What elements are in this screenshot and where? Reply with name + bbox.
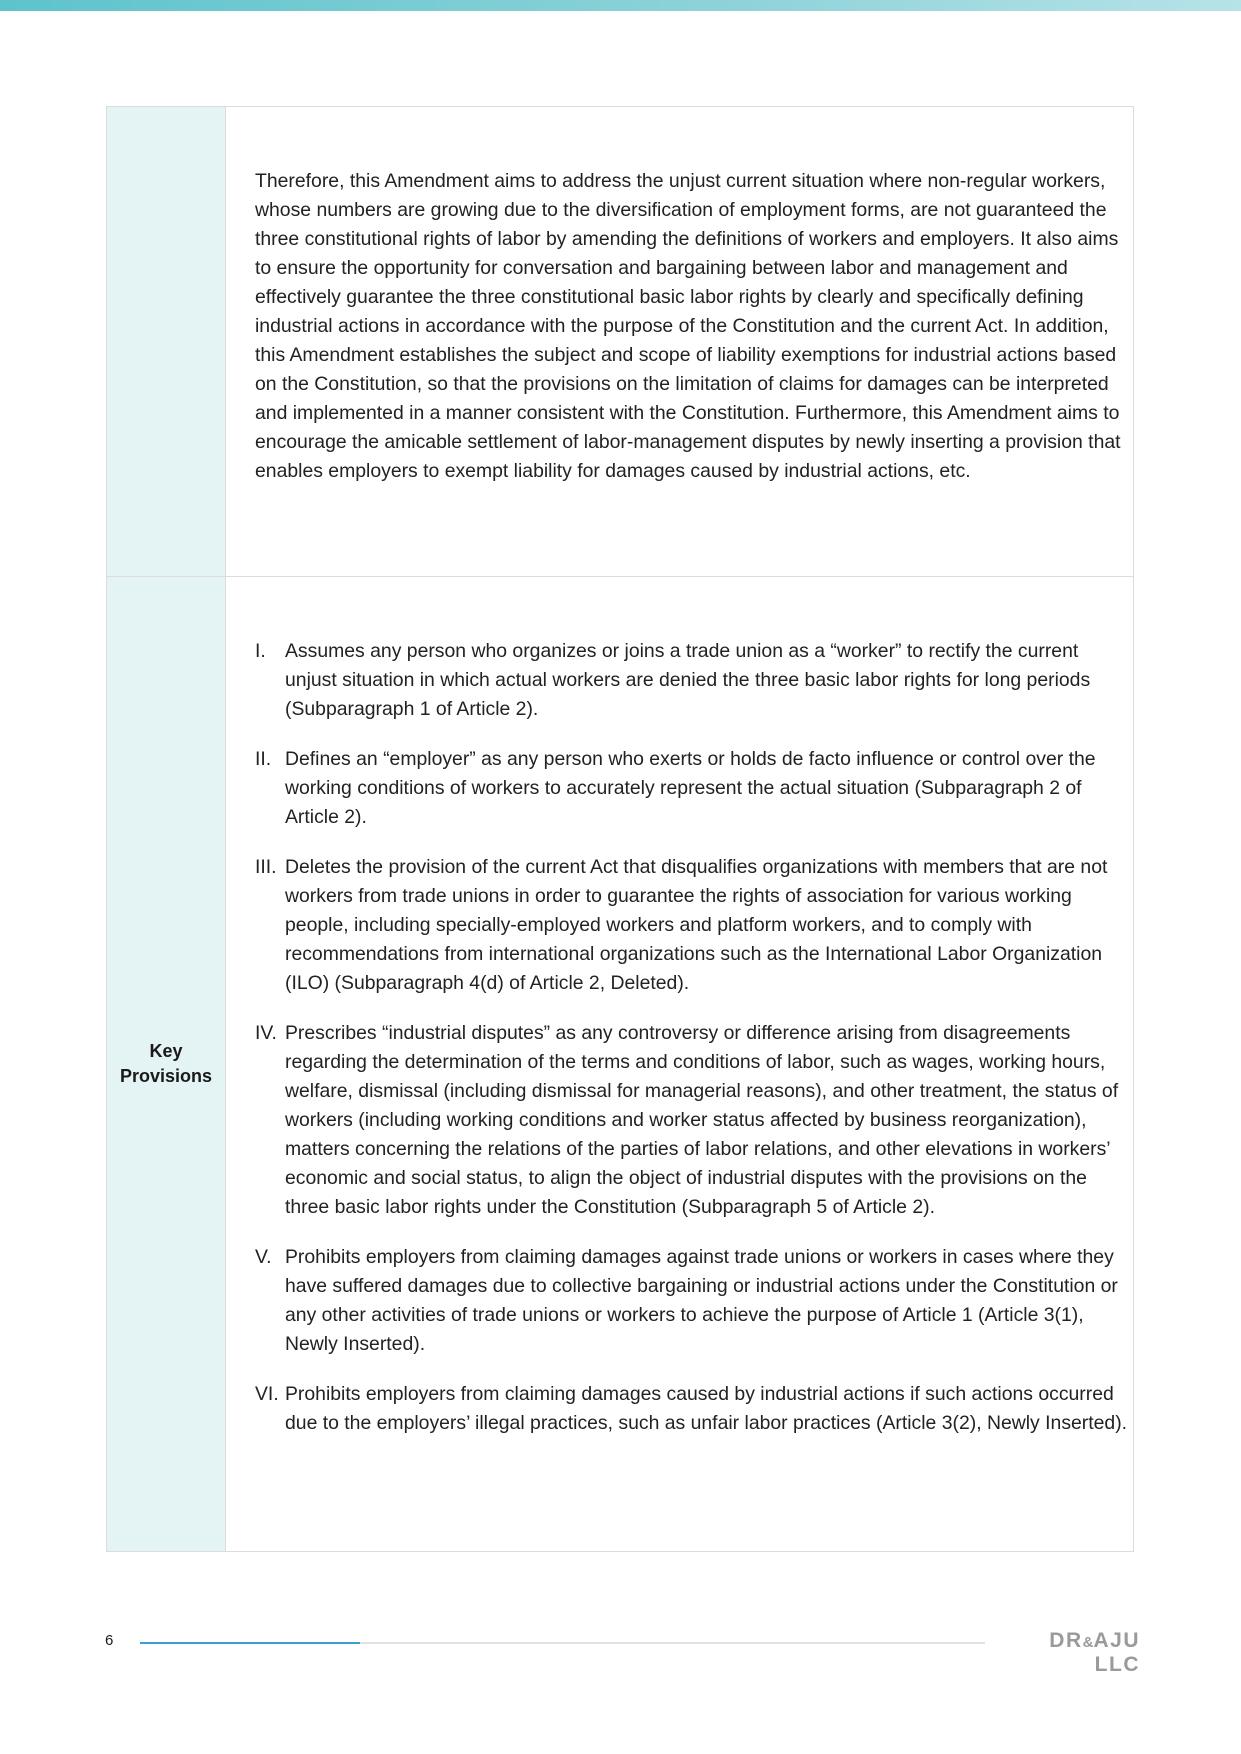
content-table bbox=[106, 106, 1134, 1552]
provision-text: Prohibits employers from claiming damages against trade unions or workers in cases where they have suffered damages due to collective bargaining or industrial actions under the Constitution or any other activities of trade unions or workers to achieve the purpose of Article 1 (Article 3(1), Newly Inserted). bbox=[285, 1246, 1118, 1355]
row-label-cell bbox=[107, 577, 226, 1551]
background-paragraph: Therefore, this Amendment aims to address the unjust current situation where non-regular workers, whose numbers are growing due to the diversification of employment forms, are not guaranteed the three constitutional rights of labor by amending the definitions of workers and employers. It also aims to ensure the opportunity for conversation and bargaining between labor and management and effectively guarantee the three constitutional basic labor rights by clearly and specifically defining industrial actions in accordance with the purpose of the Constitution and the current Act. In addition, this Amendment establishes the subject and scope of liability exemptions for industrial actions based on the Constitution, so that the provisions on the limitation of claims for damages can be interpreted and implemented in a manner consistent with the Constitution. Furthermore, this Amendment aims to encourage the amicable settlement of labor-management disputes by newly inserting a provision that enables employers to exempt liability for damages caused by industrial actions, etc. bbox=[255, 170, 1121, 482]
brand-text: DR bbox=[1049, 1629, 1083, 1652]
footer-progress-fill bbox=[140, 1642, 360, 1644]
row-content-cell bbox=[226, 107, 1133, 576]
provision-numeral: IV. bbox=[255, 1022, 277, 1044]
provisions-list bbox=[255, 637, 1135, 1459]
provision-text: Prohibits employers from claiming damages caused by industrial actions if such actions occurred due to the employers’ illegal practices, such as unfair labor practices (Article 3(2), Newly Inserted). bbox=[285, 1383, 1128, 1434]
brand-text: AJU LLC bbox=[1093, 1629, 1140, 1676]
provision-item bbox=[255, 1019, 1135, 1222]
footer-progress-track bbox=[140, 1642, 985, 1644]
provision-numeral: V. bbox=[255, 1246, 272, 1268]
table-row-background bbox=[107, 107, 1133, 577]
provision-text: Deletes the provision of the current Act that disqualifies organizations with members that are not workers from trade unions in order to guarantee the rights of association for various working people, including specially-employed workers and platform workers, and to comply with recommendations from international organizations such as the International Labor Organization (ILO) (Subparagraph 4(d) of Article 2, Deleted). bbox=[285, 856, 1108, 994]
row-content-cell bbox=[226, 577, 1133, 1551]
brand-logo bbox=[1005, 1629, 1140, 1677]
provision-item bbox=[255, 1380, 1135, 1438]
row-label-cell bbox=[107, 107, 226, 576]
table-row-key-provisions bbox=[107, 577, 1133, 1551]
provision-item bbox=[255, 637, 1135, 724]
provision-text: Prescribes “industrial disputes” as any controversy or difference arising from disagreements regarding the determination of the terms and conditions of labor, such as wages, working hours, welfare, dismissal (including dismissal for managerial reasons), and other treatment, the status of workers (including working conditions and worker status affected by business reorganization), matters concerning the relations of the parties of labor relations, and other elevations in workers’ economic and social status, to align the object of industrial disputes with the provisions on the three basic labor rights under the Constitution (Subparagraph 5 of Article 2). bbox=[285, 1022, 1119, 1218]
provision-numeral: I. bbox=[255, 640, 266, 662]
provision-item bbox=[255, 1243, 1135, 1359]
row-label: Key Provisions bbox=[119, 1041, 213, 1086]
provision-text: Defines an “employer” as any person who exerts or holds de facto influence or control over the working conditions of workers to accurately represent the actual situation (Subparagraph 2 of Article 2). bbox=[285, 748, 1096, 828]
provision-numeral: III. bbox=[255, 856, 277, 878]
provision-item bbox=[255, 853, 1135, 998]
provision-text: Assumes any person who organizes or joins a trade union as a “worker” to rectify the current unjust situation in which actual workers are denied the three basic labor rights for long periods (Subparagraph 1 of Article 2). bbox=[285, 640, 1091, 720]
provision-item bbox=[255, 745, 1135, 832]
provision-numeral: VI. bbox=[255, 1383, 279, 1405]
provision-numeral: II. bbox=[255, 748, 272, 770]
top-accent-bar bbox=[0, 0, 1241, 11]
page-number: 6 bbox=[105, 1632, 114, 1649]
brand-ampersand: & bbox=[1082, 1634, 1094, 1651]
